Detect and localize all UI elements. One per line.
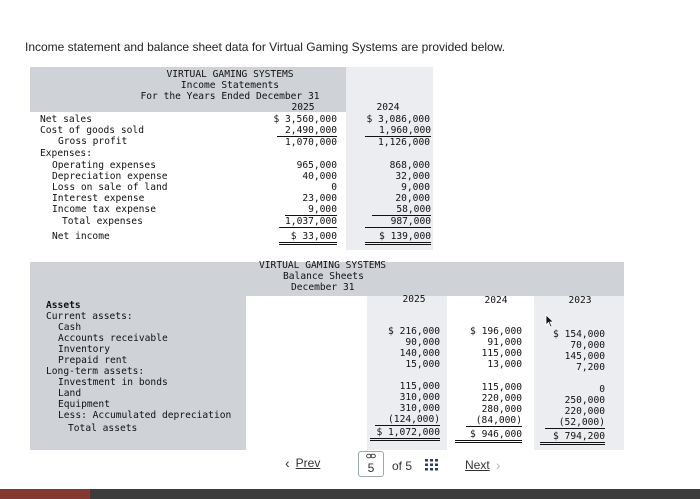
is-value-2024: 20,000 bbox=[395, 193, 430, 204]
bs-value-2024: 115,000 bbox=[481, 348, 522, 359]
is-value-2025: 1,037,000 bbox=[279, 216, 337, 228]
is-value-2024: $ 139,000 bbox=[365, 231, 431, 245]
bs-value-2024: $ 946,000 bbox=[455, 429, 522, 443]
is-value-2024: 32,000 bbox=[395, 171, 430, 182]
bs-value-2024: 280,000 bbox=[481, 404, 522, 415]
page-number-box[interactable] bbox=[358, 451, 384, 477]
is-label: Income tax expense bbox=[52, 204, 156, 215]
bs-value-2025: 310,000 bbox=[399, 403, 440, 414]
bs-value-2023: 7,200 bbox=[576, 362, 605, 373]
bs-value-2025: 115,000 bbox=[399, 381, 440, 392]
bs-label: Investment in bonds bbox=[58, 377, 168, 388]
bs-value-2025: 15,000 bbox=[405, 359, 440, 370]
is-year-2025: 2025 bbox=[291, 102, 315, 113]
bs-value-2024: 115,000 bbox=[481, 382, 522, 393]
bs-label: Total assets bbox=[68, 423, 138, 434]
bs-year-2023: 2023 bbox=[568, 295, 592, 306]
bs-title-date: December 31 bbox=[291, 282, 355, 293]
bs-label: Long-term assets: bbox=[46, 366, 145, 377]
bs-value-2023: $ 794,200 bbox=[540, 431, 605, 445]
is-value-2024: 987,000 bbox=[365, 216, 431, 228]
is-value-2025: 965,000 bbox=[296, 160, 337, 171]
next-button[interactable] bbox=[465, 457, 500, 473]
is-label: Expenses: bbox=[40, 148, 92, 159]
bs-label: Current assets: bbox=[46, 311, 133, 322]
is-label: Net income bbox=[52, 231, 110, 242]
bs-value-2024: $ 196,000 bbox=[470, 326, 522, 337]
bs-value-2025: (124,000) bbox=[375, 414, 440, 426]
is-value-2024: 1,126,000 bbox=[378, 137, 430, 148]
bs-label: Cash bbox=[58, 322, 82, 333]
bs-value-2025: $ 1,072,000 bbox=[370, 427, 440, 441]
link-icon bbox=[366, 453, 376, 459]
is-title-company: VIRTUAL GAMING SYSTEMS bbox=[166, 69, 294, 80]
page-total: of 5 bbox=[392, 459, 413, 473]
bs-value-2025: 310,000 bbox=[399, 392, 440, 403]
bs-label: Accounts receivable bbox=[58, 333, 168, 344]
bs-value-2024: 13,000 bbox=[487, 359, 522, 370]
bs-value-2024: (84,000) bbox=[466, 415, 522, 427]
bs-value-2023: 70,000 bbox=[570, 340, 605, 351]
next-label: Next bbox=[465, 458, 490, 472]
bs-label: Less: Accumulated depreciation bbox=[58, 410, 232, 421]
bs-value-2023: 220,000 bbox=[564, 406, 605, 417]
bs-value-2023: 145,000 bbox=[564, 351, 605, 362]
is-label: Operating expenses bbox=[52, 160, 156, 171]
is-value-2025: 2,490,000 bbox=[277, 125, 337, 137]
is-value-2024: $ 3,086,000 bbox=[366, 114, 430, 125]
is-label: Interest expense bbox=[52, 193, 145, 204]
is-label: Gross profit bbox=[58, 136, 128, 147]
bs-title-statement: Balance Sheets bbox=[283, 271, 364, 282]
bottom-taskbar-accent bbox=[0, 489, 90, 499]
is-label: Loss on sale of land bbox=[52, 182, 168, 193]
chevron-left-icon: ‹ bbox=[285, 455, 290, 471]
bs-value-2023: 0 bbox=[599, 384, 605, 395]
is-value-2025: 0 bbox=[331, 182, 337, 193]
bs-label: Assets bbox=[46, 300, 81, 311]
is-label: Net sales bbox=[40, 114, 92, 125]
bs-value-2023: $ 154,000 bbox=[553, 329, 605, 340]
mouse-cursor-icon bbox=[545, 314, 555, 328]
is-value-2025: 1,070,000 bbox=[285, 137, 337, 148]
bs-value-2023: 250,000 bbox=[564, 395, 605, 406]
is-label: Cost of goods sold bbox=[40, 125, 144, 136]
is-value-2025: 40,000 bbox=[302, 171, 337, 182]
is-year-2024: 2024 bbox=[376, 102, 400, 113]
is-value-2024: 1,960,000 bbox=[365, 125, 431, 137]
prev-button[interactable] bbox=[285, 455, 320, 471]
bs-value-2024: 220,000 bbox=[481, 393, 522, 404]
chevron-right-icon: › bbox=[495, 457, 501, 473]
bs-value-2024: 91,000 bbox=[487, 337, 522, 348]
bs-year-2025: 2025 bbox=[402, 294, 426, 305]
is-label: Depreciation expense bbox=[52, 171, 168, 182]
current-page: 5 bbox=[367, 461, 375, 475]
is-value-2024: 868,000 bbox=[389, 160, 430, 171]
bs-label: Equipment bbox=[58, 399, 110, 410]
bs-title-company: VIRTUAL GAMING SYSTEMS bbox=[259, 260, 387, 271]
grid-view-icon[interactable] bbox=[425, 458, 439, 470]
bs-label: Inventory bbox=[58, 344, 110, 355]
bs-label: Prepaid rent bbox=[58, 355, 128, 366]
is-value-2025: 23,000 bbox=[302, 193, 337, 204]
is-value-2024: 58,000 bbox=[372, 204, 431, 216]
is-value-2025: $ 3,560,000 bbox=[273, 114, 337, 125]
is-value-2025: 9,000 bbox=[285, 204, 337, 216]
bs-value-2025: 90,000 bbox=[405, 337, 440, 348]
bs-value-2025: $ 216,000 bbox=[388, 326, 440, 337]
bs-value-2023: (52,000) bbox=[545, 417, 605, 429]
is-title-statement: Income Statements bbox=[180, 80, 280, 91]
is-label: Total expenses bbox=[62, 216, 143, 227]
is-title-period: For the Years Ended December 31 bbox=[140, 91, 320, 102]
intro-text: Income statement and balance sheet data for Virtual Gaming Systems are provided below. bbox=[25, 40, 506, 54]
bs-value-2025: 140,000 bbox=[399, 348, 440, 359]
bottom-taskbar-strip bbox=[0, 489, 700, 499]
bs-col-2025-bg bbox=[246, 296, 367, 450]
bs-year-2024: 2024 bbox=[484, 295, 508, 306]
prev-label: Prev bbox=[295, 456, 321, 470]
is-value-2025: $ 33,000 bbox=[279, 231, 337, 245]
bs-label: Land bbox=[58, 388, 82, 399]
is-value-2024: 9,000 bbox=[401, 182, 430, 193]
